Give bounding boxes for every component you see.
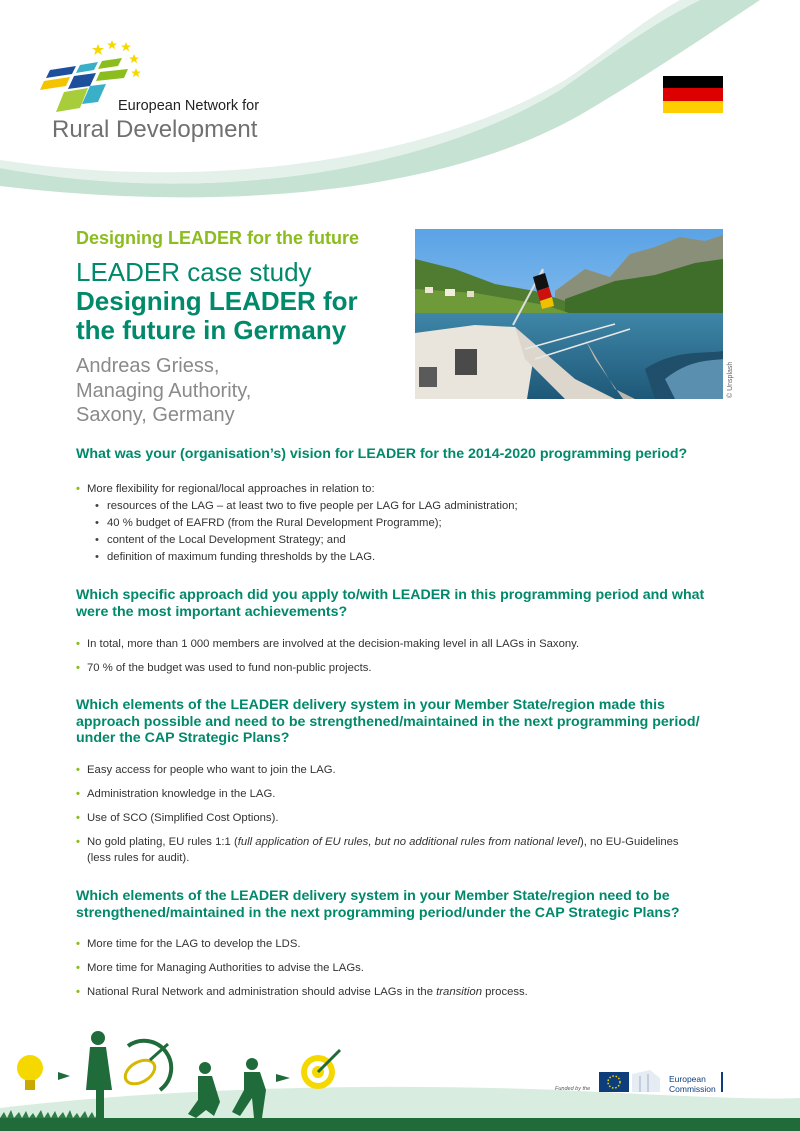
page-title	[76, 258, 406, 345]
germany-flag-icon	[663, 76, 723, 113]
photo-credit: © Unsplash	[727, 361, 734, 398]
list-item: • In total, more than 1 000 members are involved at the decision-making level in all LAGs in Saxony.	[76, 638, 580, 650]
enrd-logo	[36, 36, 276, 146]
bullet-icon: •	[95, 500, 99, 512]
author-line: Andreas Griess,	[76, 355, 220, 377]
logo-text-line2: Rural Development	[52, 116, 258, 143]
sub-list-item: • definition of maximum funding thresholds by the LAG.	[95, 551, 376, 563]
author-line: Saxony, Germany	[76, 404, 235, 426]
bullet-icon: •	[76, 986, 80, 998]
bullet-icon: •	[76, 788, 80, 800]
list-item: • Easy access for people who want to join the LAG.	[76, 764, 336, 776]
list-item: • More time for the LAG to develop the LDS.	[76, 938, 301, 950]
series-kicker: Designing LEADER for the future	[76, 228, 359, 248]
list-item: • National Rural Network and administration should advise LAGs in the transition process.	[76, 986, 528, 998]
target-icon	[301, 1050, 340, 1089]
sub-list-item: • resources of the LAG – at least two to five people per LAG for LAG administration;	[95, 500, 518, 512]
river-boat-photo	[415, 229, 723, 399]
sub-list-item: • 40 % budget of EAFRD (from the Rural Development Programme);	[95, 517, 442, 529]
logo-text-line1: European Network for	[118, 98, 260, 114]
section-4-question: Which elements of the LEADER delivery system in your Member State/region need to be strengthened/maintained in the next programming period/under the CAP Strategic Plans?	[76, 888, 680, 921]
funded-by-label: Funded by the	[555, 1086, 591, 1092]
list-item: • Administration knowledge in the LAG.	[76, 788, 276, 800]
sub-list-item: • content of the Local Development Strategy; and	[95, 534, 346, 546]
author-block	[76, 354, 396, 428]
bullet-icon: •	[76, 483, 80, 495]
title-line-1: LEADER case study	[76, 257, 312, 287]
bullet-icon: •	[76, 812, 80, 824]
list-item: • 70 % of the budget was used to fund non-public projects.	[76, 662, 372, 674]
list-item: • No gold plating, EU rules 1:1 (full application of EU rules, but no additional rules from national level), no EU-Guidelines (less rules for audit).	[76, 836, 679, 864]
bullet-icon: •	[76, 962, 80, 974]
title-line-2: Designing LEADER for	[76, 286, 358, 316]
bullet-icon: •	[76, 638, 80, 650]
growth-cycle-icon	[121, 1041, 171, 1090]
list-item: • Use of SCO (Simplified Cost Options).	[76, 812, 279, 824]
bullet-icon: •	[76, 938, 80, 950]
child-figure-icon	[188, 1062, 220, 1118]
section-3-question: Which elements of the LEADER delivery system in your Member State/region made this approach possible and need to be strengthened/maintained in the next programming period/ under the CAP Strategic Plans?	[76, 697, 700, 746]
bullet-icon: •	[95, 551, 99, 563]
section-1-question: What was your (organisation’s) vision for LEADER for the 2014-2020 programming period?	[76, 446, 688, 462]
section-2-question: Which specific approach did you apply to/with LEADER in this programming period and what were the most important achievements?	[76, 587, 705, 620]
list-item: • More flexibility for regional/local approaches in relation to:	[76, 483, 375, 495]
list-item: • More time for Managing Authorities to advise the LAGs.	[76, 962, 364, 974]
title-line-3: the future in Germany	[76, 315, 347, 345]
bullet-icon: •	[76, 764, 80, 776]
bullet-icon: •	[76, 662, 80, 674]
lightbulb-icon	[17, 1055, 43, 1090]
author-line: Managing Authority,	[76, 379, 252, 402]
bullet-icon: •	[95, 517, 99, 529]
bullet-icon: •	[76, 836, 80, 848]
european-commission-label: European Commission	[669, 1074, 716, 1094]
bullet-icon: •	[95, 534, 99, 546]
